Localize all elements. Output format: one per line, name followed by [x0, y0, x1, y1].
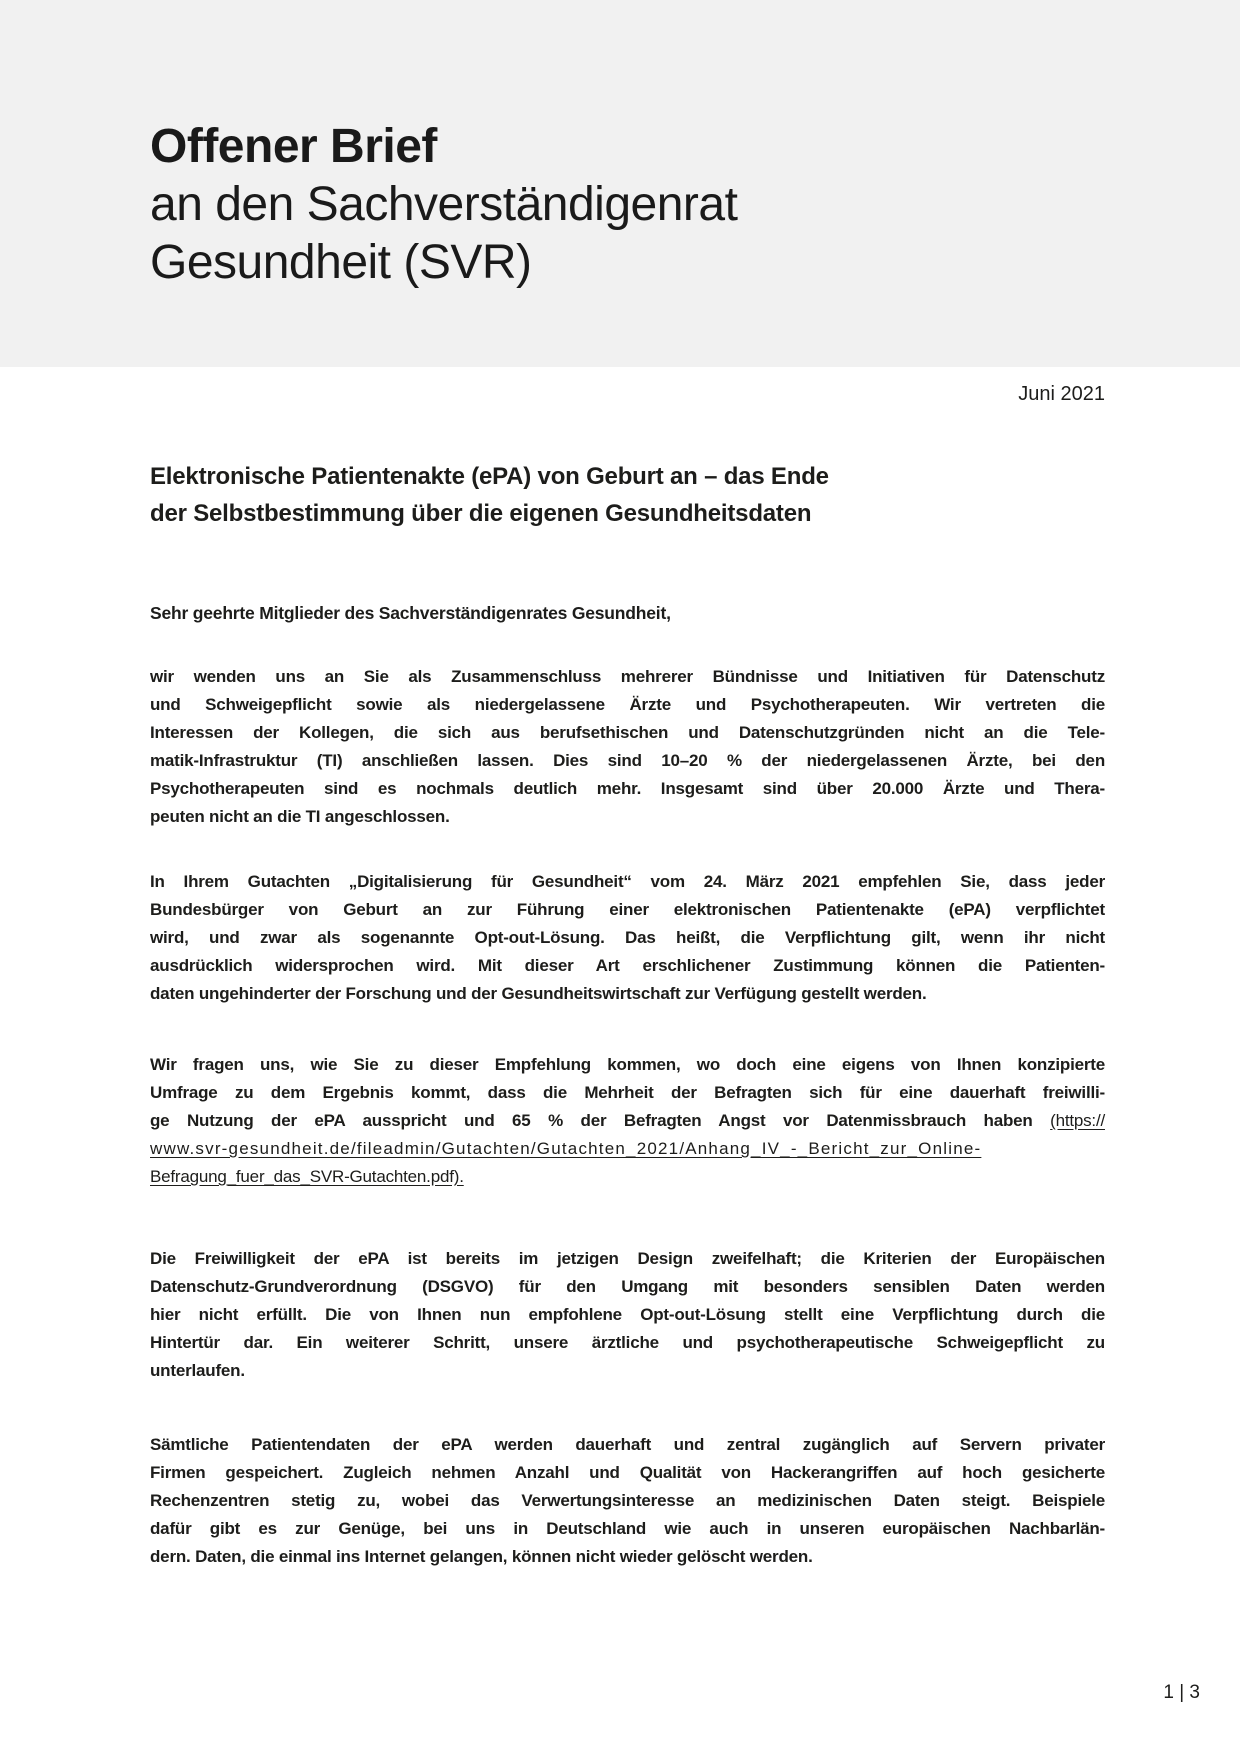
document-header-banner [0, 0, 1240, 367]
text-segment: wir wenden uns an Sie als Zusammenschluss mehrerer Bündnisse und Initiativen für Datenschutz [150, 667, 1105, 686]
text-segment: matik-Infrastruktur (TI) anschließen lassen. Dies sind 10–20 % der niedergelassenen Ärzte, bei den [150, 751, 1105, 770]
text-segment: und Schweigepflicht sowie als niedergelassene Ärzte und Psychotherapeuten. Wir vertreten die [150, 695, 1105, 714]
paragraph-line [150, 952, 1105, 980]
paragraph-line [150, 775, 1105, 803]
text-segment: ge Nutzung der ePA ausspricht und 65 % der Befragten Angst vor Datenmissbrauch haben [150, 1111, 1051, 1130]
paragraph-line [150, 1515, 1105, 1543]
subject-heading-line1: Elektronische Patientenakte (ePA) von Geburt an – das Ende [150, 463, 829, 490]
text-segment: dern. Daten, die einmal ins Internet gelangen, können nicht wieder gelöscht werden. [150, 1547, 813, 1566]
svr-report-url-link[interactable]: (https:// [1050, 1111, 1105, 1130]
paragraph-line [150, 1051, 1105, 1079]
text-segment: dafür gibt es zur Genüge, bei uns in Deutschland wie auch in unseren europäischen Nachbarlän- [150, 1519, 1105, 1538]
paragraph-line [150, 663, 1105, 691]
paragraph-line [150, 691, 1105, 719]
paragraph-line [150, 1273, 1105, 1301]
paragraph-line [150, 747, 1105, 775]
text-segment: peuten nicht an die TI angeschlossen. [150, 807, 450, 826]
paragraph-freiwilligkeit-dsgvo [150, 1245, 1105, 1385]
document-title-line3: Gesundheit (SVR) [150, 236, 532, 289]
document-title-line1: Offener Brief [150, 120, 437, 173]
page-number: 1 | 3 [1163, 1682, 1200, 1703]
text-segment: daten ungehinderter der Forschung und der Gesundheitswirtschaft zur Verfügung gestellt werden. [150, 984, 927, 1003]
text-segment: Wir fragen uns, wie Sie zu dieser Empfehlung kommen, wo doch eine eigens von Ihnen konzipierte [150, 1055, 1105, 1074]
paragraph-line [150, 1245, 1105, 1273]
paragraph-line [150, 719, 1105, 747]
text-segment: wird, und zwar als sogenannte Opt-out-Lösung. Das heißt, die Verpflichtung gilt, wenn ihr nicht [150, 928, 1105, 947]
subject-heading-line2: der Selbstbestimmung über die eigenen Gesundheitsdaten [150, 500, 812, 527]
paragraph-line [150, 896, 1105, 924]
letter-body [150, 367, 1105, 1571]
text-segment: unterlaufen. [150, 1361, 245, 1380]
paragraph-umfrage-link [150, 1051, 1105, 1191]
date-label: Juni 2021 [1018, 383, 1105, 405]
text-segment: Sämtliche Patientendaten der ePA werden dauerhaft und zentral zugänglich auf Servern privater [150, 1435, 1105, 1454]
paragraph-line [150, 1135, 1105, 1163]
document-title-line2: an den Sachverständigenrat [150, 178, 738, 231]
salutation: Sehr geehrte Mitglieder des Sachverständigenrates Gesundheit, [150, 603, 671, 623]
text-segment: Die Freiwilligkeit der ePA ist bereits im jetzigen Design zweifelhaft; die Kriterien der Europäischen [150, 1249, 1105, 1268]
text-segment: Psychotherapeuten sind es nochmals deutlich mehr. Insgesamt sind über 20.000 Ärzte und Thera- [150, 779, 1105, 798]
text-segment: Datenschutz-Grundverordnung (DSGVO) für den Umgang mit besonders sensiblen Daten werden [150, 1277, 1105, 1296]
paragraph-line [150, 1329, 1105, 1357]
svr-report-url-link[interactable]: Befragung_fuer_das_SVR-Gutachten.pdf). [150, 1167, 464, 1186]
paragraph-line [150, 803, 1105, 831]
paragraph-line [150, 1543, 1105, 1571]
document-title [150, 118, 737, 292]
text-segment: Hintertür dar. Ein weiterer Schritt, unsere ärztliche und psychotherapeutische Schweigepflicht zu [150, 1333, 1105, 1352]
paragraph-line [150, 1163, 1105, 1191]
text-segment: Bundesbürger von Geburt an zur Führung einer elektronischen Patientenakte (ePA) verpflichtet [150, 900, 1105, 919]
paragraph-line [150, 868, 1105, 896]
text-segment: Rechenzentren stetig zu, wobei das Verwertungsinteresse an medizinischen Daten steigt. Beispiele [150, 1491, 1105, 1510]
paragraph-line [150, 1301, 1105, 1329]
text-segment: Umfrage zu dem Ergebnis kommt, dass die Mehrheit der Befragten sich für eine dauerhaft freiwilli- [150, 1083, 1105, 1102]
paragraph-line [150, 1487, 1105, 1515]
paragraph-patientendaten-server [150, 1431, 1105, 1571]
text-segment: hier nicht erfüllt. Die von Ihnen nun empfohlene Opt-out-Lösung stellt eine Verpflichtung durch die [150, 1305, 1105, 1324]
paragraph-line [150, 1107, 1105, 1135]
svr-report-url-link[interactable]: www.svr-gesundheit.de/fileadmin/Gutachten/Gutachten_2021/Anhang_IV_-_Bericht_zur_Online- [150, 1139, 982, 1158]
subject-heading [150, 458, 1105, 532]
text-segment: In Ihrem Gutachten „Digitalisierung für Gesundheit“ vom 24. März 2021 empfehlen Sie, dass jeder [150, 872, 1105, 891]
text-segment: ausdrücklich widersprochen wird. Mit dieser Art erschlichener Zustimmung können die Patienten- [150, 956, 1105, 975]
paragraph-line [150, 980, 1105, 1008]
paragraph-ti-anschluss [150, 663, 1105, 831]
text-segment: Interessen der Kollegen, die sich aus berufsethischen und Datenschutzgründen nicht an die Tele- [150, 723, 1105, 742]
paragraph-line [150, 924, 1105, 952]
paragraph-line [150, 1079, 1105, 1107]
paragraph-gutachten-empfehlung [150, 868, 1105, 1008]
paragraph-line [150, 1431, 1105, 1459]
paragraph-line [150, 1357, 1105, 1385]
text-segment: Firmen gespeichert. Zugleich nehmen Anzahl und Qualität von Hackerangriffen auf hoch gesicherte [150, 1463, 1105, 1482]
paragraph-line [150, 1459, 1105, 1487]
